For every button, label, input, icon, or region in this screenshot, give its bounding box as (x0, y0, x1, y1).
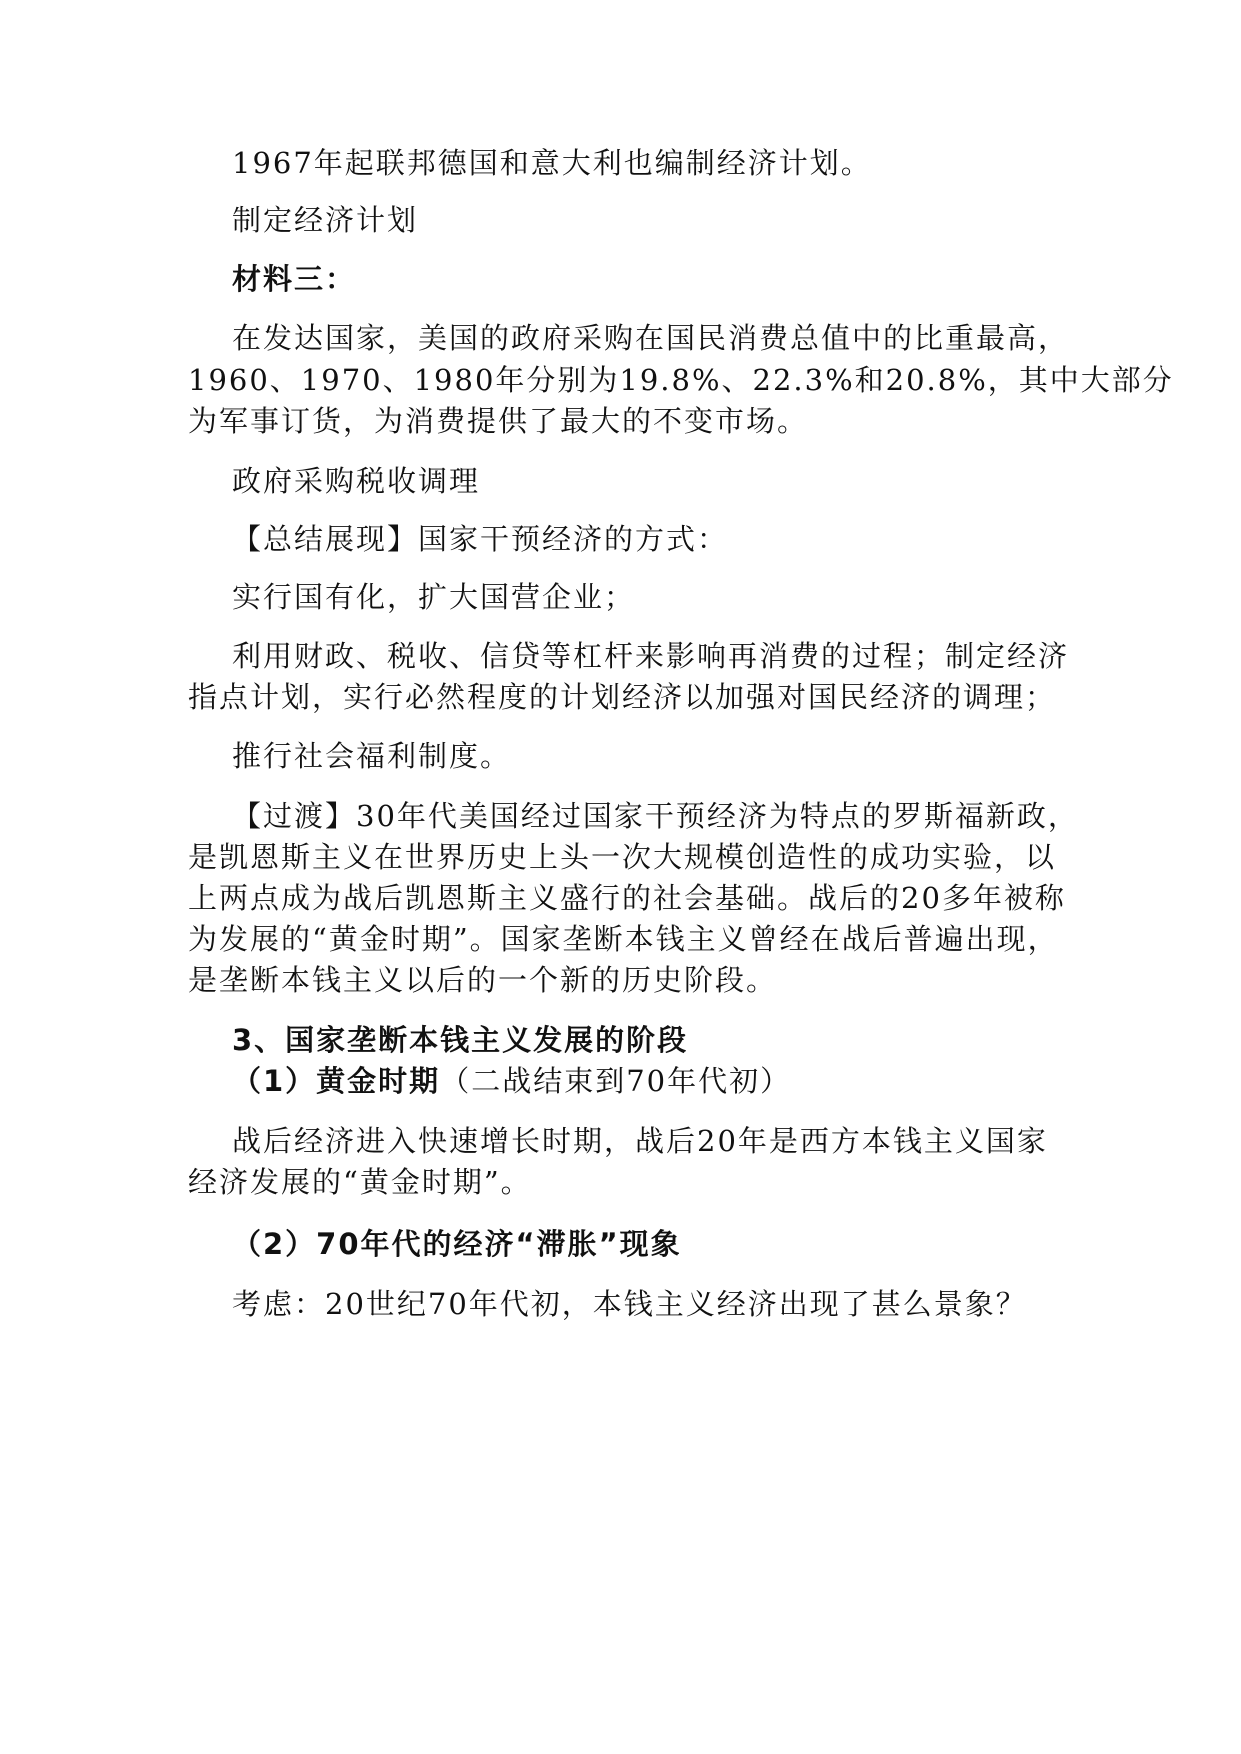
section-heading: 3、国家垄断本钱主义发展的阶段 (232, 1023, 689, 1057)
section-heading: 材料三： (232, 262, 357, 296)
paragraph-line: 为发展的“黄金时期”。国家垄断本钱主义曾经在战后普遍出现， (188, 922, 1059, 956)
paragraph-line: 战后经济进入快速增长时期，战后20年是西方本钱主义国家 (232, 1124, 1048, 1158)
subheading-note: （二战结束到70年代初） (440, 1064, 792, 1098)
paragraph-line: 在发达国家，美国的政府采购在国民消费总值中的比重最高， (232, 321, 1070, 355)
paragraph-line: 利用财政、税收、信贷等杠杆来影响再消费的过程；制定经济 (232, 639, 1070, 673)
paragraph: 制定经济计划 (232, 203, 419, 237)
paragraph-line: 是垄断本钱主义以后的一个新的历史阶段。 (188, 963, 778, 997)
paragraph-line: 上两点成为战后凯恩斯主义盛行的社会基础。战后的20多年被称 (188, 881, 1066, 915)
paragraph-line: 【过渡】30年代美国经过国家干预经济为特点的罗斯福新政， (232, 799, 1079, 833)
paragraph: 1967年起联邦德国和意大利也编制经济计划。 (232, 146, 872, 180)
paragraph: 政府采购税收调理 (232, 464, 481, 498)
paragraph-line: 1960、1970、1980年分别为19.8%、22.3%和20.8%，其中大部分 (188, 363, 1174, 397)
subheading-title: （1）黄金时期 (232, 1064, 441, 1098)
paragraph: 实行国有化，扩大国营企业； (232, 580, 636, 614)
paragraph: 考虑：20世纪70年代初，本钱主义经济出现了甚么景象？ (232, 1287, 1027, 1321)
subheading: （2）70年代的经济“滞胀”现象 (232, 1227, 682, 1261)
paragraph: 【总结展现】国家干预经济的方式： (232, 522, 729, 556)
paragraph-line: 经济发展的“黄金时期”。 (188, 1165, 532, 1199)
paragraph-line: 为军事订货，为消费提供了最大的不变市场。 (188, 404, 809, 438)
subheading (232, 1064, 791, 1098)
paragraph: 推行社会福利制度。 (232, 739, 512, 773)
paragraph-line: 指点计划，实行必然程度的计划经济以加强对国民经济的调理； (188, 680, 1057, 714)
paragraph-line: 是凯恩斯主义在世界历史上头一次大规模创造性的成功实验，以 (188, 840, 1057, 874)
